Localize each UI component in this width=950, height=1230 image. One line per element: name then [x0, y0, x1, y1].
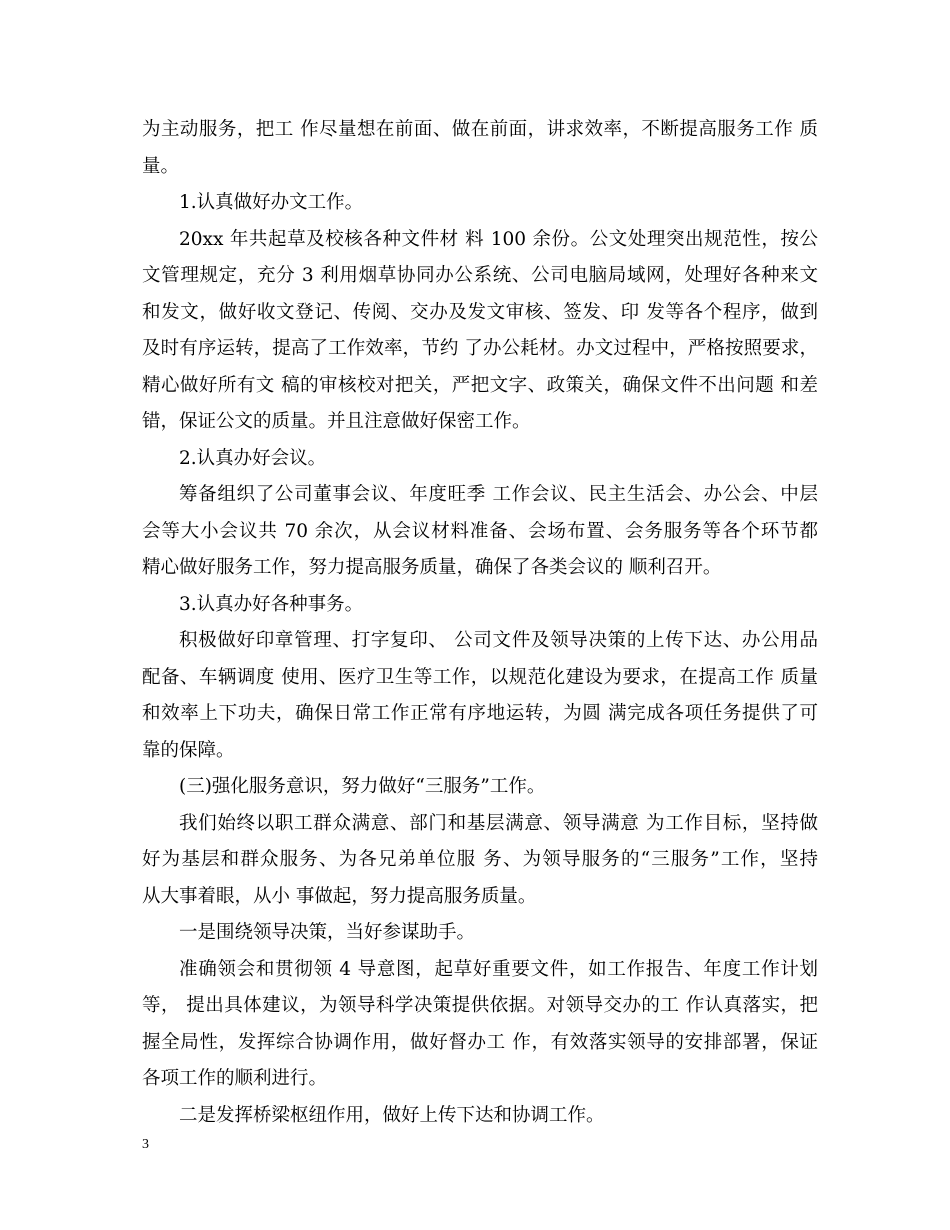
- body-line: 和发文，做好收文登记、传阅、交办及发文审核、签发、印 发等各个程序，做到: [142, 301, 818, 323]
- body-line: 和效率上下功夫，确保日常工作正常有序地运转，为圆 满完成各项任务提供了可: [142, 703, 818, 724]
- body-line: 从大事着眼，从小 事做起，努力提高服务质量。: [142, 885, 537, 907]
- body-line: 我们始终以职工群众满意、部门和基层满意、领导满意 为工作目标，坚持做: [179, 812, 818, 834]
- page-number: 3: [142, 1137, 149, 1152]
- document-body: [142, 112, 818, 1134]
- section-heading: (三)强化服务意识，努力做好“三服务”工作。: [179, 776, 546, 797]
- section-heading: 1.认真做好办文工作。: [179, 192, 364, 213]
- section-heading: 一是围绕领导决策，当好参谋助手。: [179, 922, 476, 943]
- body-line: 准确领会和贯彻领 4 导意图，起草好重要文件，如工作报告、年度工作计划: [179, 958, 818, 980]
- body-line: 配备、车辆调度 使用、医疗卫生等工作，以规范化建设为要求，在提高工作 质量: [142, 666, 818, 688]
- body-line: 20xx 年共起草及校核各种文件材 料 100 余份。公文处理突出规范性，按公: [179, 228, 818, 250]
- body-line: 好为基层和群众服务、为各兄弟单位服 务、为领导服务的“三服务”工作，坚持: [142, 849, 818, 870]
- body-line: 靠的保障。: [142, 739, 235, 761]
- body-line: 积极做好印章管理、打字复印、 公司文件及领导决策的上传下达、办公用品: [179, 630, 818, 651]
- section-heading: 二是发挥桥梁枢纽作用，做好上传下达和协调工作。: [179, 1104, 605, 1126]
- body-line: 等， 提出具体建议，为领导科学决策提供依据。对领导交办的工 作认真落实，把: [142, 995, 818, 1016]
- body-line: 文管理规定，充分 3 利用烟草协同办公系统、公司电脑局域网，处理好各种来文: [142, 265, 818, 286]
- body-line: 握全局性，发挥综合协调作用，做好督办工 作，有效落实领导的安排部署，保证: [142, 1031, 818, 1053]
- body-line: 精心做好所有文 稿的审核校对把关，严把文字、政策关，确保文件不出问题 和差: [142, 374, 818, 396]
- body-line: 错，保证公文的质量。并且注意做好保密工作。: [142, 411, 531, 432]
- body-line: 精心做好服务工作，努力提高服务质量，确保了各类会议的 顺利召开。: [142, 557, 722, 578]
- body-line: 会等大小会议共 70 余次，从会议材料准备、会场布置、会务服务等各个环节都: [142, 520, 818, 542]
- body-line: 为主动服务，把工 作尽量想在前面、做在前面，讲求效率，不断提高服务工作 质: [142, 119, 818, 140]
- body-line: 筹备组织了公司董事会议、年度旺季 工作会议、民主生活会、办公会、中层: [179, 484, 818, 505]
- body-line: 各项工作的顺利进行。: [142, 1068, 328, 1089]
- section-heading: 2.认真办好会议。: [179, 447, 327, 469]
- body-line: 及时有序运转，提高了工作效率，节约 了办公耗材。办文过程中，严格按照要求，: [142, 338, 818, 359]
- body-line: 量。: [142, 155, 180, 177]
- section-heading: 3.认真办好各种事务。: [179, 593, 364, 615]
